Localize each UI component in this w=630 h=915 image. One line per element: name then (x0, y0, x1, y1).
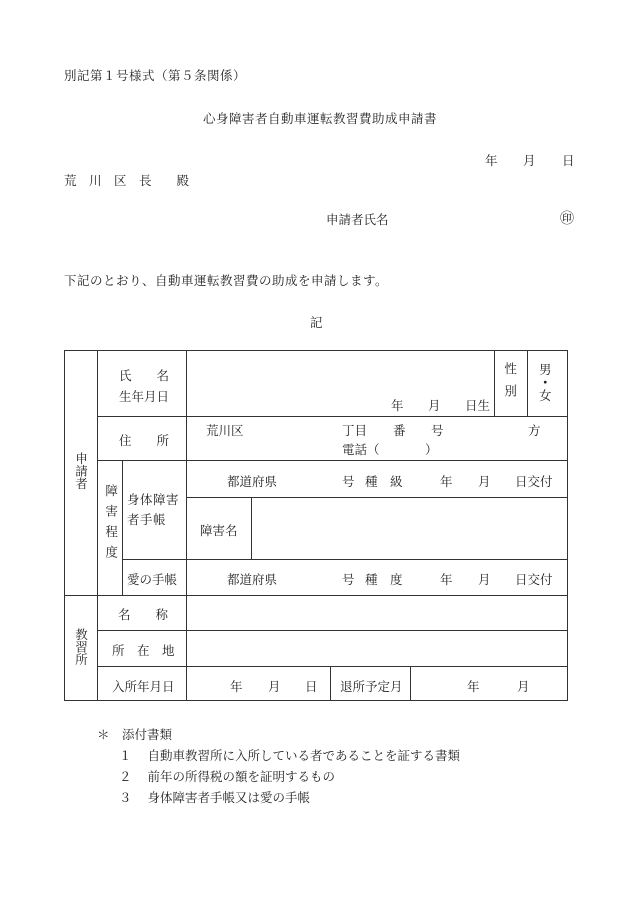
birth-month-label: 月 (428, 398, 441, 413)
col-line (251, 497, 252, 559)
ai-issued-month: 月 (478, 572, 491, 587)
address-label: 住 所 (119, 433, 170, 448)
col-line (186, 350, 187, 701)
pb-issued-day: 日交付 (515, 474, 553, 489)
row-line (186, 497, 568, 498)
exit-year: 年 (467, 679, 480, 694)
col-line (410, 666, 411, 701)
birth-year-label: 年 (391, 398, 404, 413)
attachments-heading: ＊ 添付書類 (97, 727, 173, 742)
birth-day-label: 日生 (465, 398, 491, 413)
ai-do: 度 (390, 572, 403, 587)
pb-shu: 種 (365, 474, 378, 489)
addressee: 荒 川 区 長 殿 (64, 173, 190, 188)
address-go: 号 (431, 423, 444, 438)
seal-mark: ㊞ (560, 211, 574, 227)
col-line (494, 350, 495, 416)
attachment-num: ２ (119, 769, 132, 784)
entry-month: 月 (268, 679, 281, 694)
entry-date-label: 入所年月日 (112, 679, 175, 694)
address-ward: 荒川区 (206, 423, 244, 438)
sex-female[interactable]: 女 (539, 387, 552, 403)
exit-month: 月 (517, 679, 530, 694)
disability-name-label: 障害名 (200, 523, 238, 538)
row-line (97, 460, 568, 461)
col-line (330, 666, 331, 701)
address-kata: 方 (528, 423, 541, 438)
birth-label: 生年月日 (119, 389, 170, 404)
attachment-text: 身体障害者手帳又は愛の手帳 (147, 790, 311, 805)
phone-close: ） (425, 442, 438, 457)
row-line (64, 595, 568, 596)
name-field[interactable] (188, 352, 492, 388)
sex-male[interactable]: 男 (539, 362, 552, 377)
physical-book-label: 身体障害者手帳 (127, 492, 180, 527)
entry-year: 年 (230, 679, 243, 694)
sex-separator: ・ (539, 374, 552, 390)
disability-group-label: 障害程度 (103, 484, 119, 566)
address-ban: 番 (393, 423, 406, 438)
disability-name-field[interactable] (253, 499, 566, 557)
ki-label: 記 (310, 315, 323, 330)
ai-issued-day: 日交付 (515, 572, 553, 587)
attachment-item-1 (119, 746, 460, 764)
sex-options[interactable] (539, 362, 552, 403)
school-location-field[interactable] (188, 632, 566, 664)
address-chome: 丁目 (342, 423, 368, 438)
school-group-label: 教習所 (73, 628, 89, 666)
sex-label: 性別 (502, 362, 518, 407)
page-title: 心身障害者自動車運転教習費助成申請書 (203, 111, 438, 126)
attachment-num: ３ (119, 790, 132, 805)
date-month-label: 月 (523, 153, 536, 168)
entry-day: 日 (305, 679, 318, 694)
applicant-name-label: 申請者氏名 (326, 212, 389, 227)
attachment-num: １ (119, 748, 132, 763)
attachment-item-3 (119, 788, 310, 806)
school-location-label: 所 在 地 (112, 643, 175, 658)
applicant-group-label: 申請者 (73, 452, 89, 490)
col-line (97, 350, 98, 701)
pb-issued-month: 月 (478, 474, 491, 489)
row-line (97, 416, 568, 417)
phone-label: 電話（ (342, 442, 380, 457)
form-reference: 別記第１号様式（第５条関係） (64, 68, 247, 83)
date-year-label: 年 (485, 153, 498, 168)
ai-prefecture: 都道府県 (227, 572, 278, 587)
row-line (97, 666, 568, 667)
pb-prefecture: 都道府県 (227, 474, 278, 489)
ai-book-label: 愛の手帳 (127, 572, 178, 587)
col-line (122, 460, 123, 595)
row-line (97, 630, 568, 631)
ai-shu: 種 (365, 572, 378, 587)
name-label: 氏 名 (119, 368, 170, 383)
exit-label: 退所予定月 (340, 679, 403, 694)
date-day-label: 日 (562, 153, 575, 168)
row-line (122, 559, 568, 560)
school-name-field[interactable] (188, 597, 566, 628)
school-name-label: 名 称 (118, 607, 169, 622)
ai-issued-year: 年 (440, 572, 453, 587)
pb-issued-year: 年 (440, 474, 453, 489)
attachment-text: 前年の所得税の額を証明するもの (147, 769, 336, 784)
col-line (527, 350, 528, 416)
pb-go: 号 (342, 474, 355, 489)
intro-text: 下記のとおり、自動車運転教習費の助成を申請します。 (64, 273, 389, 288)
attachment-text: 自動車教習所に入所している者であることを証する書類 (147, 748, 461, 763)
attachment-item-2 (119, 767, 335, 785)
pb-kyu: 級 (390, 474, 403, 489)
ai-go: 号 (342, 572, 355, 587)
